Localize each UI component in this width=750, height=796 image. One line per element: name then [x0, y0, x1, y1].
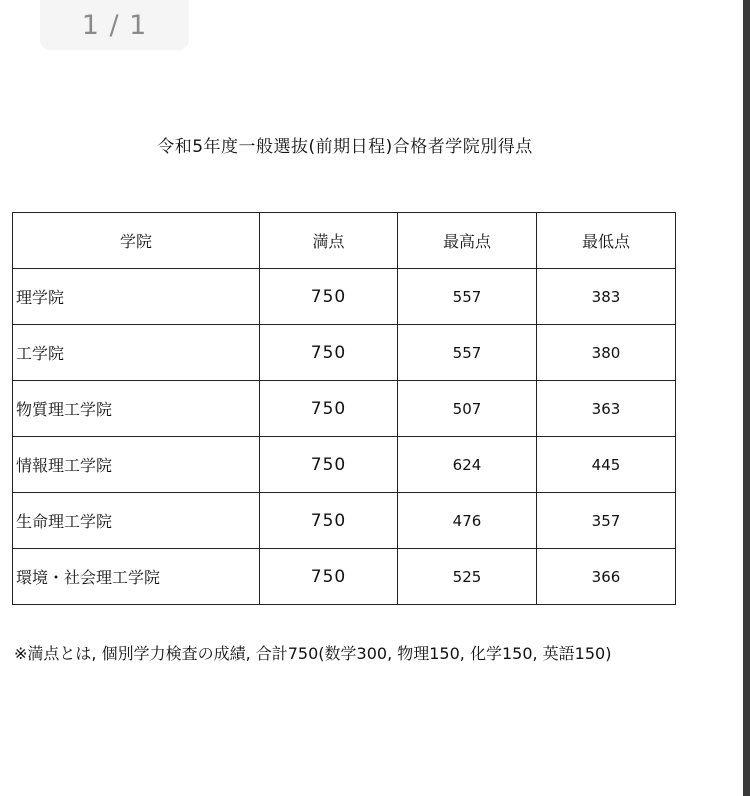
- table-row: [13, 437, 676, 493]
- table-row: [13, 381, 676, 437]
- table-row: [13, 549, 676, 605]
- faculty-name: 物質理工学院: [13, 381, 260, 437]
- faculty-name: 環境・社会理工学院: [13, 549, 260, 605]
- table-row: [13, 493, 676, 549]
- header-full-score: 満点: [260, 213, 398, 269]
- lowest-score: 383: [537, 269, 676, 325]
- table-header-row: [13, 213, 676, 269]
- page-indicator: [40, 0, 189, 50]
- faculty-name: 情報理工学院: [13, 437, 260, 493]
- faculty-name: 理学院: [13, 269, 260, 325]
- lowest-score: 357: [537, 493, 676, 549]
- document-title: 令和5年度一般選抜(前期日程)合格者学院別得点: [157, 137, 533, 157]
- lowest-score: 380: [537, 325, 676, 381]
- full-score: 750: [260, 437, 398, 493]
- full-score: 750: [260, 549, 398, 605]
- highest-score: 624: [398, 437, 537, 493]
- full-score: 750: [260, 493, 398, 549]
- faculty-name: 工学院: [13, 325, 260, 381]
- footnote: ※満点とは, 個別学力検査の成績, 合計750(数学300, 物理150, 化学150, 英語150): [14, 644, 612, 663]
- full-score: 750: [260, 325, 398, 381]
- full-score: 750: [260, 381, 398, 437]
- highest-score: 557: [398, 269, 537, 325]
- header-highest-score: 最高点: [398, 213, 537, 269]
- full-score: 750: [260, 269, 398, 325]
- lowest-score: 363: [537, 381, 676, 437]
- lowest-score: 445: [537, 437, 676, 493]
- table-row: [13, 325, 676, 381]
- faculty-name: 生命理工学院: [13, 493, 260, 549]
- header-lowest-score: 最低点: [537, 213, 676, 269]
- highest-score: 525: [398, 549, 537, 605]
- highest-score: 557: [398, 325, 537, 381]
- highest-score: 476: [398, 493, 537, 549]
- lowest-score: 366: [537, 549, 676, 605]
- table-row: [13, 269, 676, 325]
- scrollbar-track[interactable]: [743, 0, 750, 796]
- scrollbar-thumb[interactable]: [743, 0, 750, 796]
- score-table: [12, 212, 676, 605]
- header-faculty: 学院: [13, 213, 260, 269]
- highest-score: 507: [398, 381, 537, 437]
- page-indicator-text: 1 / 1: [81, 9, 148, 41]
